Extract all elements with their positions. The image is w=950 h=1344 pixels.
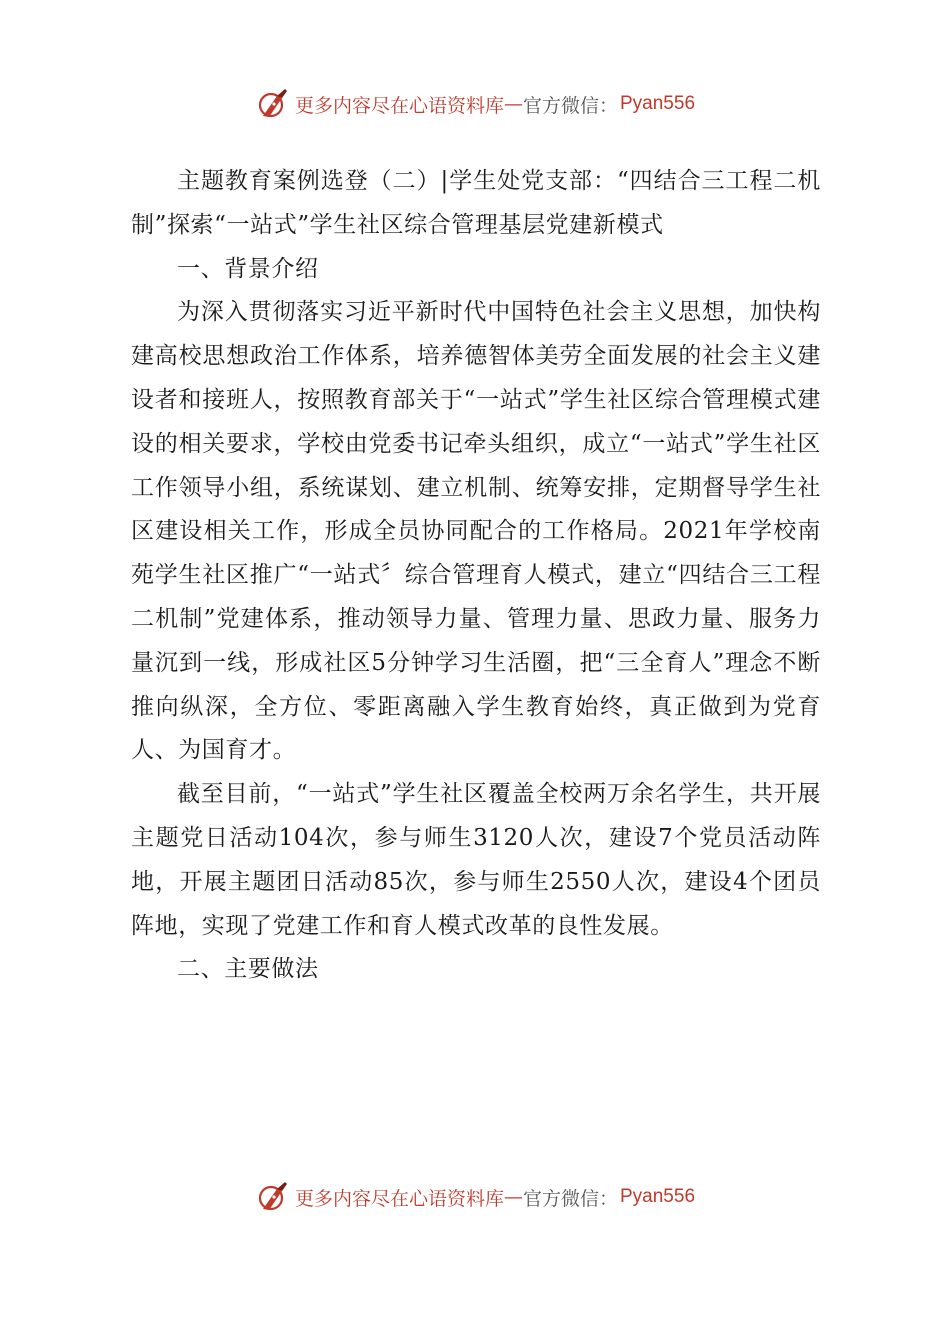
paragraph-background: 为深入贯彻落实习近平新时代中国特色社会主义思想，加快构建高校思想政治工作体系，培养德智体美劳全面发展的社会主义建设者和接班人，按照教育部关于“一站式”学生社区综合管理模式建设的相关要求，学校由党委书记牵头组织，成立“一站式”学生社区工作领导小组，系统谋划、建立机制、统筹安排，定期督导学生社区建设相关工作，形成全员协同配合的工作格局。2021年学校南苑学生社区推广“一站式〞综合管理育人模式，建立“四结合三工程二机制”党建体系，推动领导力量、管理力量、思政力量、服务力量沉到一线，形成社区5分钟学习生活圈，把“三全育人”理念不断推向纵深，全方位、零距离融入学生教育始终，真正做到为党育人、为国育才。 [131, 299, 821, 764]
paragraph-statistics: 截至目前，“一站式”学生社区覆盖全校两万余名学生，共开展主题党日活动104次，参与师生3120人次，建设7个党员活动阵地，开展主题团日活动85次，参与师生2550人次，建设4个团员阵地，实现了党建工作和育人模式改革的良性发展。 [131, 781, 821, 939]
banner-wechat-id: Pyan556 [620, 93, 696, 114]
section2-heading: 二、主要做法 [177, 956, 319, 983]
banner-main-text: 更多内容尽在心语资料库 [294, 1187, 504, 1210]
banner-dash: — [503, 1186, 523, 1208]
banner-wechat-label: 官方微信： [522, 1187, 618, 1210]
banner-wechat-label: 官方微信： [522, 94, 618, 117]
header-banner [0, 84, 950, 124]
document-title: 主题教育案例选登（二）|学生处党支部：“四结合三工程二机制”探索“一站式”学生社区综合管理基层党建新模式 [131, 168, 821, 238]
banner-wechat-id: Pyan556 [620, 1186, 696, 1207]
fountain-pen-logo-icon [255, 1179, 291, 1215]
footer-banner [0, 1177, 950, 1217]
section1-heading: 一、背景介绍 [177, 255, 319, 282]
document-body [131, 160, 821, 992]
banner-main-text: 更多内容尽在心语资料库 [294, 94, 504, 117]
fountain-pen-logo-icon [255, 86, 291, 122]
banner-dash: — [503, 93, 523, 115]
